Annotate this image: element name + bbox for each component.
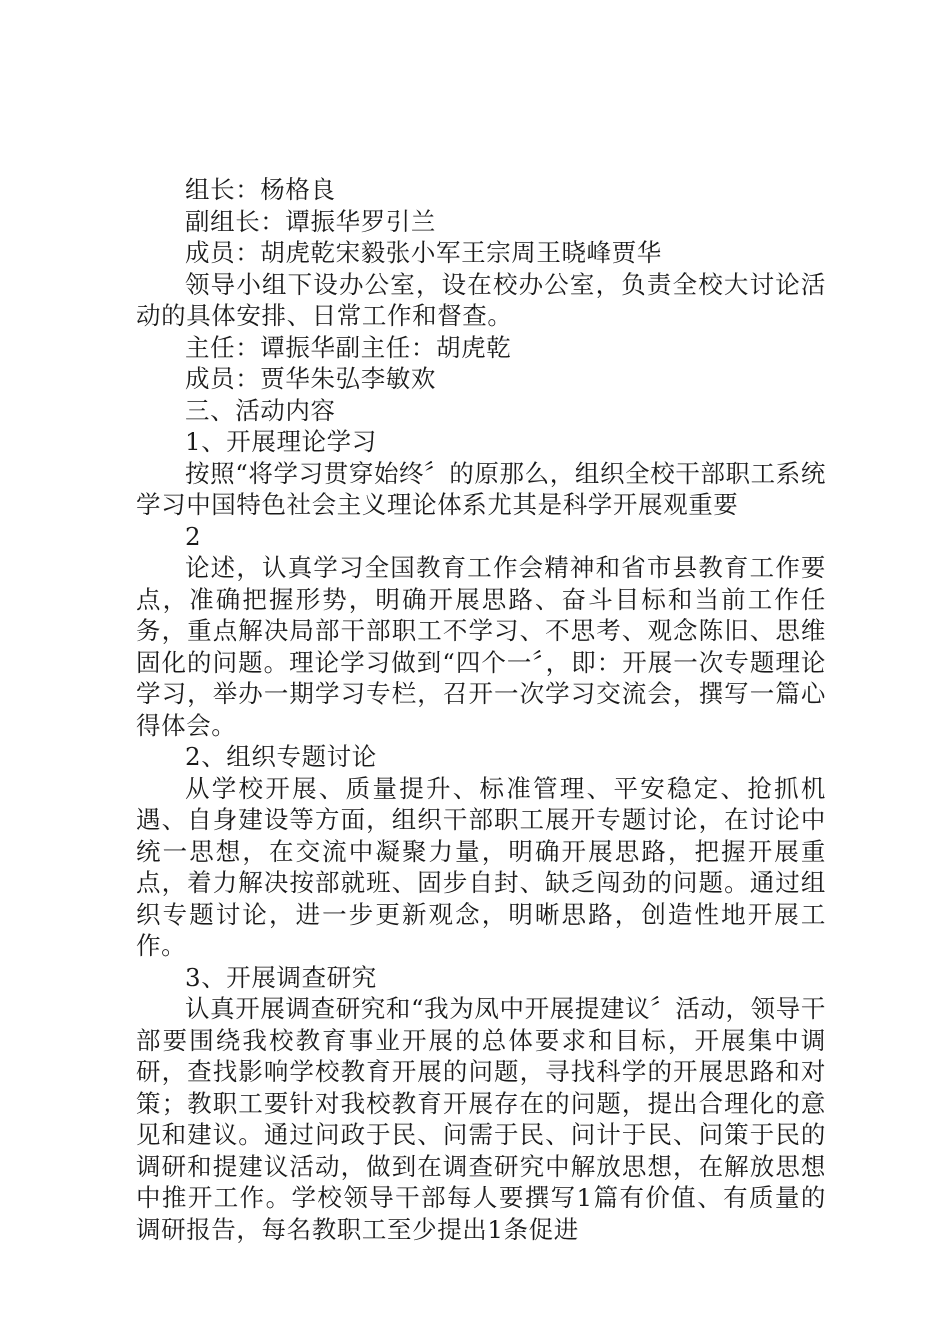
paragraph-members: 成员：胡虎乾宋毅张小军王宗周王晓峰贾华 [185,238,662,267]
paragraph-topic-discussion: 从学校开展、质量提升、标准管理、平安稳定、抢抓机遇、自身建设等方面，组织干部职工展开专题讨论，在讨论中统一思想，在交流中凝聚力量，明确开展思路，把握开展重点，着力解决按部就班、固步自封、缺乏闯劲的问题。通过组织专题讨论，进一步更新观念，明晰思路，创造性地开展工作。 [136,773,826,960]
paragraph-theory-study-continued: 论述，认真学习全国教育工作会精神和省市县教育工作要点，准确把握形势，明确开展思路、奋斗目标和当前工作任务，重点解决局部干部职工不学习、不思考、观念陈旧、思维固化的问题。理论学习做到“四个一〞，即：开展一次专题理论学习，举办一期学习专栏，召开一次学习交流会，撰写一篇心得体会。 [136,553,826,740]
paragraph-theory-study: 按照“将学习贯穿始终〞的原那么，组织全校干部职工系统学习中国特色社会主义理论体系尤其是科学开展观重要 [136,458,826,519]
section-heading-activity-content: 三、活动内容 [185,395,336,425]
subheading-research: 3、开展调查研究 [185,962,377,992]
paragraph-research: 认真开展调查研究和“我为凤中开展提建议〞活动，领导干部要围绕我校教育事业开展的总体要求和目标，开展集中调研，查找影响学校教育开展的问题，寻找科学的开展思路和对策；教职工要针对我校教育开展存在的问题，提出合理化的意见和建议。通过问政于民、问需于民、问计于民、问策于民的调研和提建议活动，做到在调查研究中解放思想，在解放思想中推开工作。学校领导干部每人要撰写1篇有价值、有质量的调研报告，每名教职工至少提出1条促进 [136,994,826,1244]
paragraph-director: 主任：谭振华副主任：胡虎乾 [185,332,512,362]
document-body [136,174,826,1245]
subheading-topic-discussion: 2、组织专题讨论 [185,742,377,771]
paragraph-office: 领导小组下设办公室，设在校办公室，负责全校大讨论活动的具体安排、日常工作和督查。 [136,269,826,330]
subheading-theory-study: 1、开展理论学习 [185,427,377,456]
page-number: 2 [185,521,202,551]
paragraph-team-leader: 组长：杨格良 [185,175,336,204]
paragraph-deputy-leader: 副组长：谭振华罗引兰 [185,206,436,236]
paragraph-office-members: 成员：贾华朱弘李敏欢 [185,364,436,393]
